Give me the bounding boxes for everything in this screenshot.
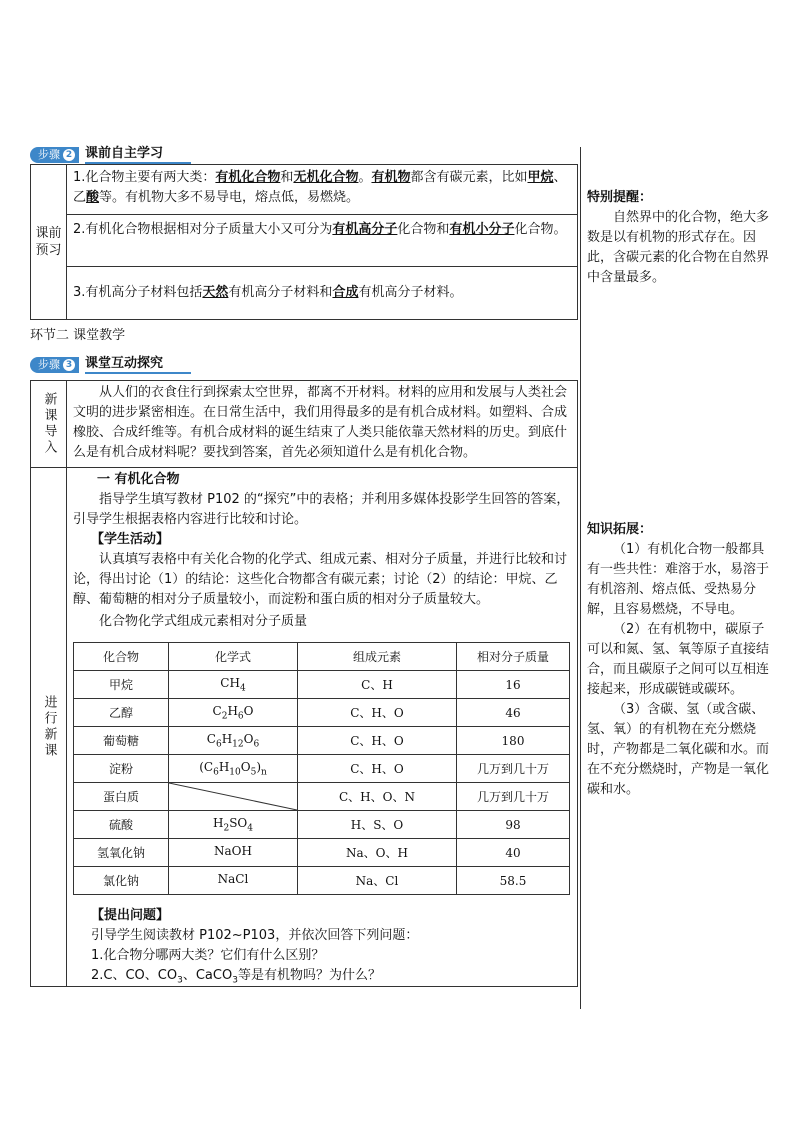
question-1: 1.化合物分哪两大类？它们有什么区别？ — [91, 948, 325, 963]
preview-box — [30, 164, 578, 320]
table-header: 相对分子质量 — [457, 643, 570, 671]
section-title: 环节二 课堂教学 — [30, 328, 126, 343]
diagonal-line — [169, 783, 297, 810]
table-row — [74, 839, 570, 867]
compound-name: 葡萄糖 — [74, 727, 169, 755]
preview-item-3: 3.有机高分子材料包括天然有机高分子材料和合成有机高分子材料。 — [73, 285, 463, 300]
knowledge-extension-2: （2）在有机物中，碳原子可以和氮、氢、氧等原子直接结合，而且碳原子之间可以互相连接起来，形成碳链或碳环。 — [587, 622, 770, 697]
step-3-header — [30, 357, 191, 373]
table-header: 化学式 — [169, 643, 298, 671]
compound-name: 氢氧化钠 — [74, 839, 169, 867]
student-activity-title: 【学生活动】 — [91, 532, 170, 547]
chemical-formula: $C_6H_{12}O_6$ — [169, 727, 298, 755]
chemical-formula: $CH_4$ — [169, 671, 298, 699]
elements: C、H、O — [298, 727, 457, 755]
compound-table — [73, 642, 570, 895]
step-number: 3 — [63, 359, 75, 371]
compound-name: 氯化钠 — [74, 867, 169, 895]
special-reminder — [587, 188, 775, 288]
knowledge-extension — [587, 520, 775, 800]
preview-label-cell — [31, 165, 67, 319]
elements: H、S、O — [298, 811, 457, 839]
molecular-mass: 几万到几十万 — [457, 783, 570, 811]
lesson-paragraph-1: 指导学生填写教材 P102 的“探究”中的表格；并利用多媒体投影学生回答的答案，引导学生根据表格内容进行比较和讨论。 — [73, 492, 570, 527]
molecular-mass: 几万到几十万 — [457, 755, 570, 783]
table-header-row — [74, 643, 570, 671]
preview-item-2: 2.有机化合物根据相对分子质量大小又可分为有机高分子化合物和有机小分子化合物。 — [67, 215, 577, 267]
molecular-mass: 98 — [457, 811, 570, 839]
special-reminder-title: 特别提醒： — [587, 190, 653, 205]
table-caption: 化合物化学式组成元素相对分子质量 — [99, 614, 308, 629]
table-header: 组成元素 — [298, 643, 457, 671]
questions-block — [67, 906, 577, 991]
knowledge-extension-1: （1）有机化合物一般都具有一些共性：难溶于水，易溶于有机溶剂、熔点低、受热易分解，且容易燃烧，不导电。 — [587, 542, 770, 617]
chemical-formula: $(C_6H_{10}O_5)_n$ — [169, 755, 298, 783]
chemical-formula: $C_2H_6O$ — [169, 699, 298, 727]
column-divider — [580, 147, 581, 1009]
questions-title: 【提出问题】 — [91, 908, 170, 923]
lesson-label-cell — [31, 468, 67, 986]
table-row — [74, 699, 570, 727]
table-header: 化合物 — [74, 643, 169, 671]
chemical-formula — [169, 783, 298, 811]
step-title: 课堂互动探究 — [85, 356, 191, 374]
question-2: 2.C、CO、$CO_3$、CaCO$_3$等是有机物吗？为什么？ — [91, 968, 381, 986]
elements: C、H、O — [298, 755, 457, 783]
molecular-mass: 58.5 — [457, 867, 570, 895]
table-row — [74, 671, 570, 699]
compound-name: 蛋白质 — [74, 783, 169, 811]
elements: C、H — [298, 671, 457, 699]
step-title: 课前自主学习 — [85, 146, 191, 164]
elements: Na、Cl — [298, 867, 457, 895]
intro-label: 新课导入 — [41, 392, 57, 456]
knowledge-extension-3: （3）含碳、氢（或含碳、氢、氧）的有机物在充分燃烧时，产物都是二氧化碳和水。而在不充分燃烧时，产物是一氧化碳和水。 — [587, 702, 770, 797]
intro-text: 从人们的衣食住行到探索太空世界，都离不开材料。材料的应用和发展与人类社会文明的进步紧密相连。在日常生活中，我们用得最多的是有机合成材料。如塑料、合成橡胶、合成纤维等。有机合成材料的诞生结束了人类只能依靠天然材料的历史。到底什么是有机合成材料呢？要找到答案，首先必须知道什么是有机化合物。 — [73, 385, 568, 460]
preview-label: 课前预习 — [35, 226, 62, 258]
lesson-heading: 一 有机化合物 — [97, 472, 180, 487]
lesson-paragraph-2: 认真填写表格中有关化合物的化学式、组成元素、相对分子质量，并进行比较和讨论，得出讨论（1）的结论：这些化合物都含有碳元素；讨论（2）的结论：甲烷、乙醇、葡萄糖的相对分子质量较小，而淀粉和蛋白质的相对分子质量较大。 — [73, 552, 568, 607]
compound-name: 淀粉 — [74, 755, 169, 783]
compound-name: 甲烷 — [74, 671, 169, 699]
compound-name: 硫酸 — [74, 811, 169, 839]
molecular-mass: 16 — [457, 671, 570, 699]
elements: C、H、O、N — [298, 783, 457, 811]
table-row — [74, 811, 570, 839]
molecular-mass: 180 — [457, 727, 570, 755]
table-row — [74, 727, 570, 755]
elements: Na、O、H — [298, 839, 457, 867]
step-badge: 步骤 3 — [30, 357, 79, 373]
questions-intro: 引导学生阅读教材 P102~P103，并依次回答下列问题： — [91, 928, 419, 943]
compound-name: 乙醇 — [74, 699, 169, 727]
lesson-label: 进行新课 — [41, 695, 57, 759]
table-row — [74, 783, 570, 811]
chemical-formula: NaCl — [169, 867, 298, 895]
intro-box — [30, 380, 578, 468]
step-2-header — [30, 147, 191, 163]
chemical-formula: NaOH — [169, 839, 298, 867]
table-row — [74, 867, 570, 895]
knowledge-extension-title: 知识拓展： — [587, 522, 653, 537]
step-number: 2 — [63, 149, 75, 161]
molecular-mass: 46 — [457, 699, 570, 727]
special-reminder-text: 自然界中的化合物，绝大多数是以有机物的形式存在。因此，含碳元素的化合物在自然界中含量最多。 — [587, 210, 770, 285]
molecular-mass: 40 — [457, 839, 570, 867]
table-row — [74, 755, 570, 783]
lesson-body — [67, 468, 577, 632]
intro-label-cell — [31, 381, 67, 467]
preview-item-1: 1.化合物主要有两大类：有机化合物和无机化合物。有机物都含有碳元素，比如甲烷、乙酸等。有机物大多不易导电，熔点低，易燃烧。 — [67, 165, 577, 215]
elements: C、H、O — [298, 699, 457, 727]
step-badge: 步骤 2 — [30, 147, 79, 163]
chemical-formula: $H_2SO_4$ — [169, 811, 298, 839]
